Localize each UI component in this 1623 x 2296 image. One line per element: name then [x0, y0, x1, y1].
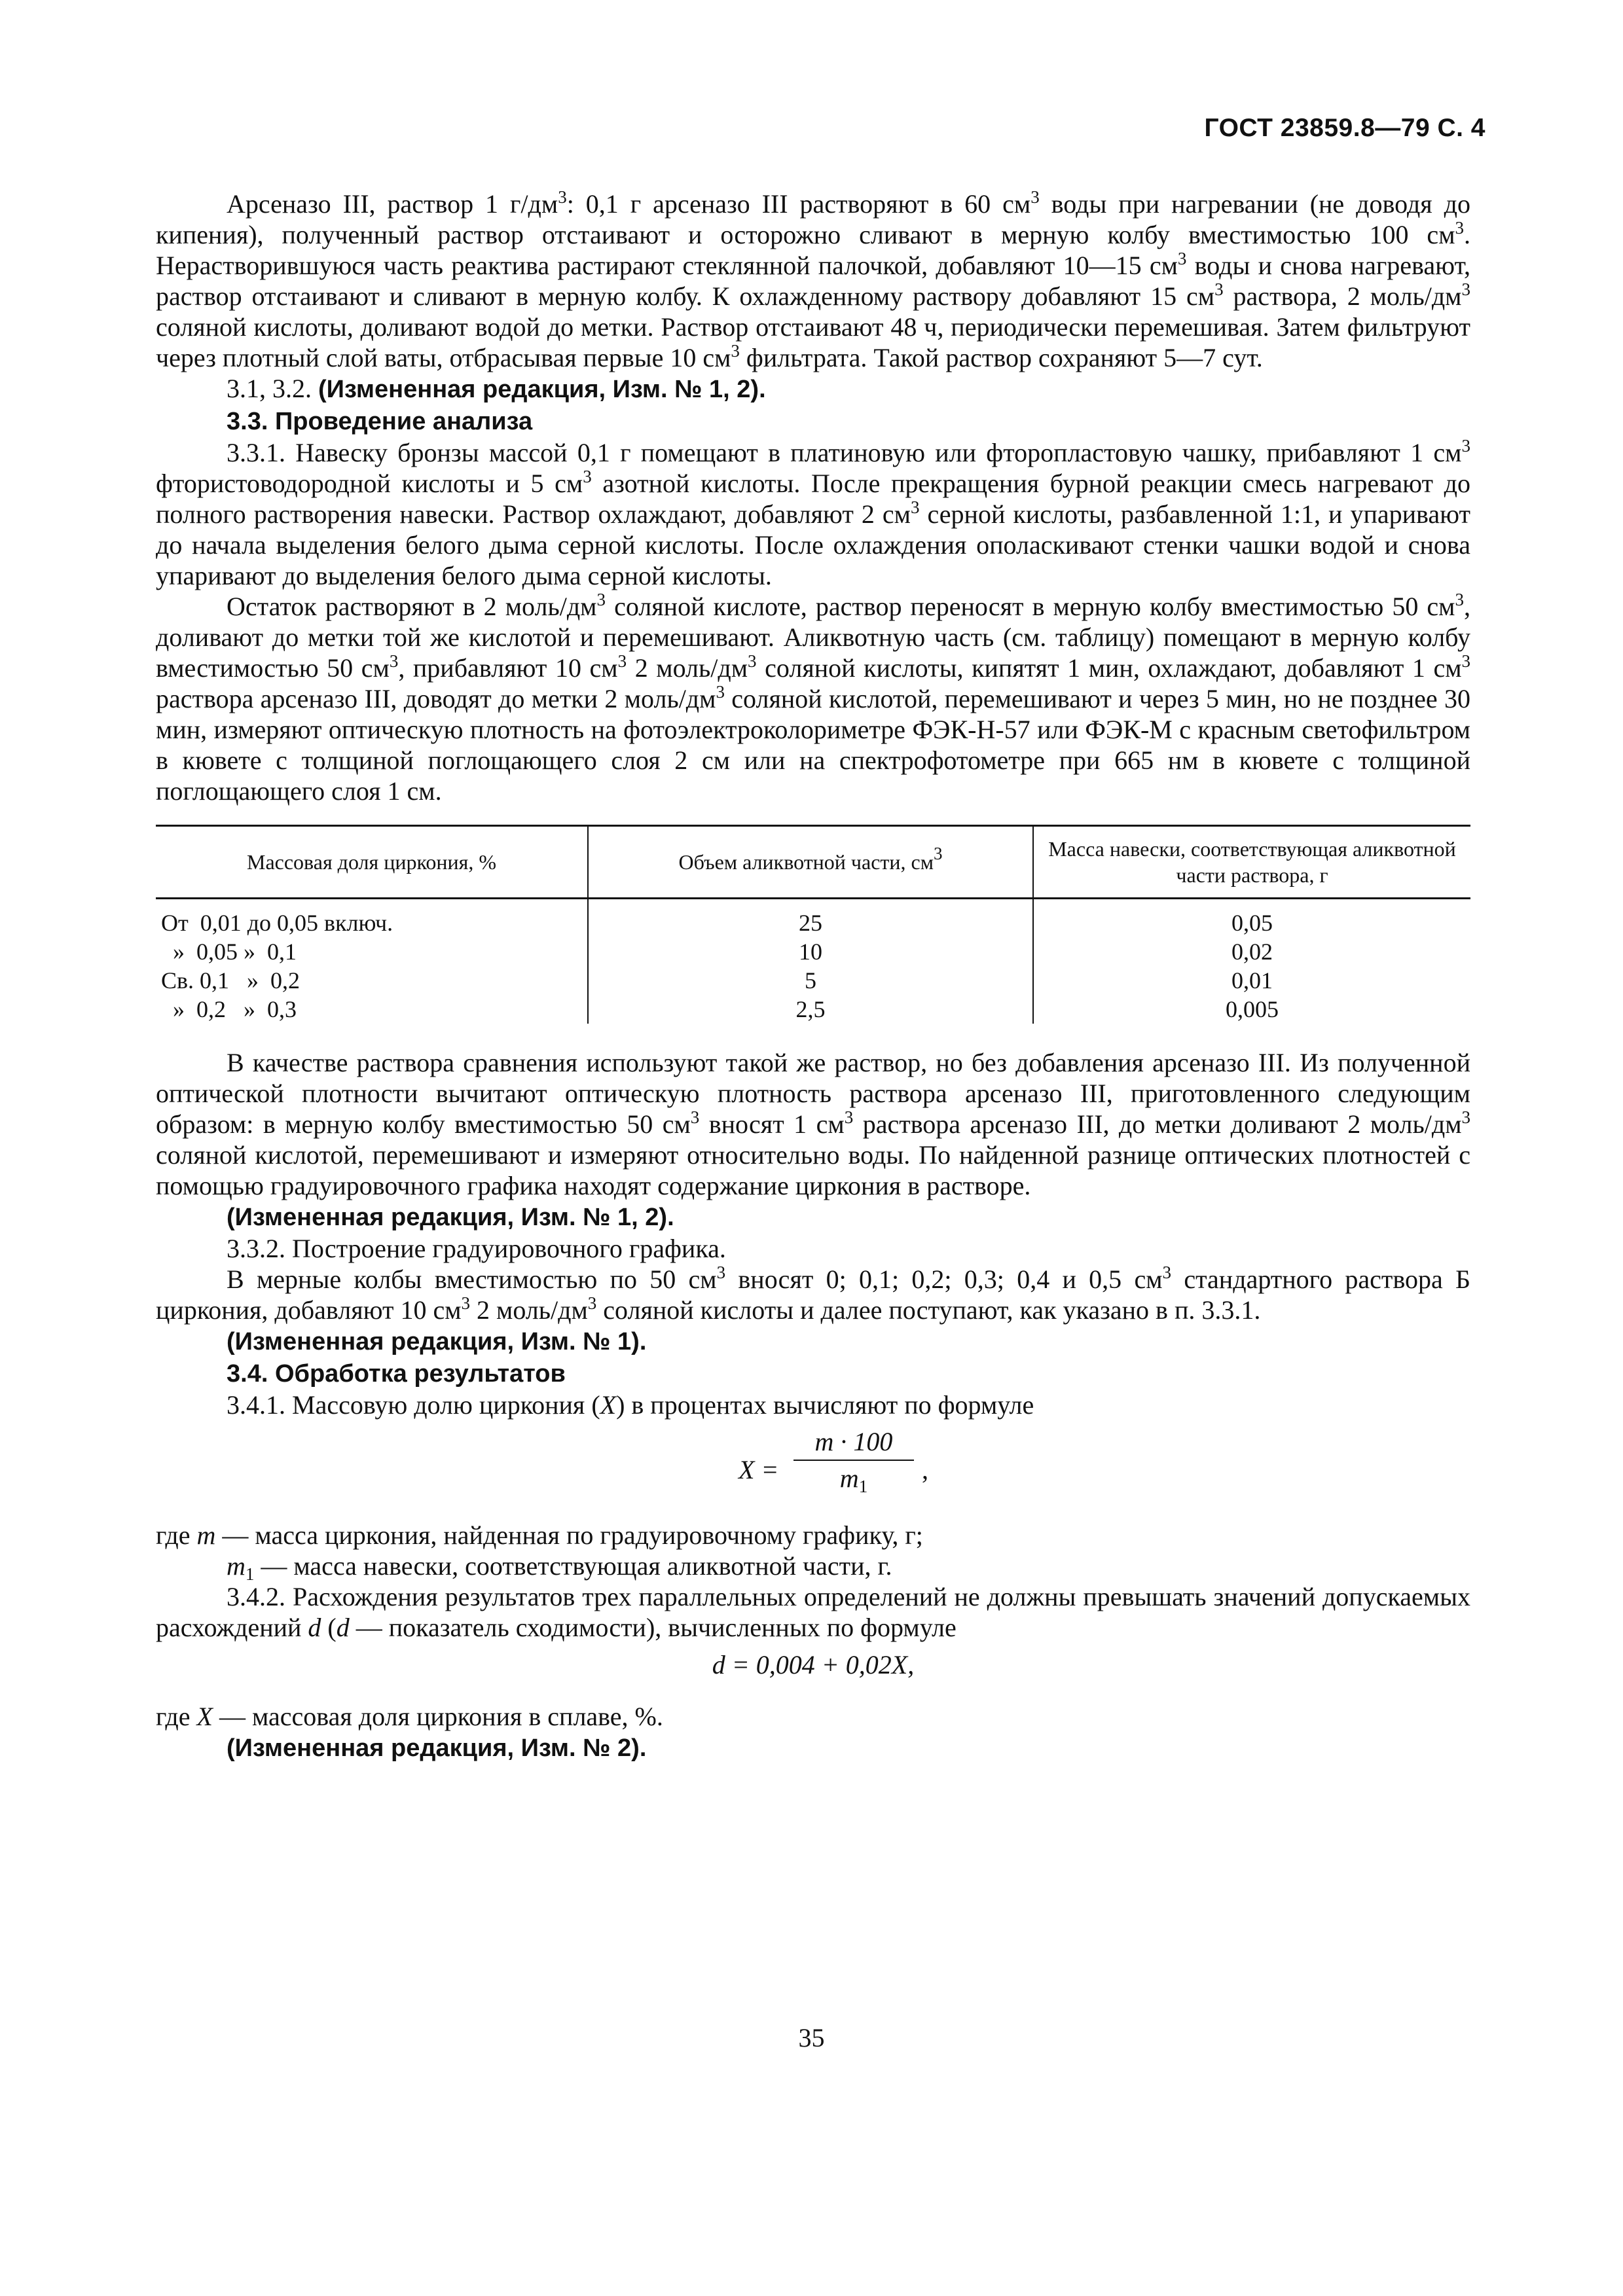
table-row: От 0,01 до 0,05 включ. 25 0,05: [156, 899, 1470, 938]
paragraph-comparison-solution: В качестве раствора сравнения используют такой же раствор, но без добавления арсеназо III. Из полученной оптической плотности вычитают оптическую плотность раствора арсеназо III, приготовленного следующим образом: в мерную колбу вместимостью 50 $см^3$ вносят 1 $см^3$ раствора арсеназо III, до метки доливают 2 моль/$дм^3$ соляной кислотой, перемешивают и измеряют относительно воды. По найденной разнице оптических плотностей с помощью градуировочного графика находят содержание циркония в растворе.: [156, 1048, 1471, 1200]
paragraph-calibration: В мерные колбы вместимостью по 50 $см^3$ вносят 0; 0,1; 0,2; 0,3; 0,4 и 0,5 $см^3$ стандартного раствора Б циркония, добавляют 10 $см^3$ 2 моль/$дм^3$ соляной кислоты и далее поступают, как указано в п. 3.3.1.: [156, 1263, 1470, 1325]
fraction-bar: [793, 1460, 914, 1461]
formula-fraction: [788, 1427, 919, 1494]
table-header-row: [156, 826, 1470, 899]
formula-denominator: $m_1$: [839, 1463, 868, 1496]
legend-x: где X — массовая доля циркония в сплаве, %.: [156, 1702, 663, 1731]
paragraph-3-4-2: 3.4.2. Расхождения результатов трех параллельных определений не должны превышать значений допускаемых расхождений d (d — показатель сходимости), вычисленных по формуле: [156, 1582, 1470, 1642]
document-body: [156, 188, 1470, 1764]
document-header: ГОСТ 23859.8—79 С. 4: [1204, 114, 1486, 142]
amendment-note-3: (Измененная редакция, Изм. № 1).: [227, 1328, 647, 1355]
table-header-aliquot-volume: Объем аликвотной части, $см^3$: [588, 826, 1033, 899]
table-header-mass-fraction: Массовая доля циркония, %: [156, 826, 588, 899]
page-number: 35: [798, 2023, 825, 2053]
paragraph-arsenazo: Арсеназо III, раствор 1 $г/дм^3$: 0,1 г арсеназо III растворяют в 60 $см^3$ воды при нагревании (не доводя до кипения), полученный раствор отстаивают и осторожно сливают в мерную колбу вместимостью 100 $см^3$. Нерастворившуюся часть реактива растирают стеклянной палочкой, добавляют 10—15 $см^3$ воды и снова нагревают, раствор отстаивают и сливают в мерную колбу. К охлажденному раствору добавляют 15 $см^3$ раствора, 2 моль/$дм^3$ соляной кислоты, доливают водой до метки. Раствор отстаивают 48 ч, периодически перемешивая. Затем фильтруют через плотный слой ваты, отбрасывая первые 10 $см^3$ фильтрата. Такой раствор сохраняют 5—7 сут.: [156, 187, 1471, 372]
section-heading-3-4: 3.4. Обработка результатов: [227, 1360, 566, 1388]
table-row: » 0,2 » 0,3 2,5 0,005: [156, 995, 1470, 1024]
table-row: Св. 0,1 » 0,2 5 0,01: [156, 966, 1470, 995]
paragraph-3-3-1: 3.3.1. Навеску бронзы массой 0,1 г помещают в платиновую или фторопластовую чашку, прибавляют 1 $см^3$ фтористоводородной кислоты и 5 $см^3$ азотной кислоты. После прекращения бурной реакции смесь нагревают до полного растворения навески. Раствор охлаждают, добавляют 2 $см^3$ серной кислоты, разбавленной 1:1, и упаривают до начала выделения белого дыма серной кислоты. После охлаждения ополаскивают стенки чашки водой и снова упаривают до выделения белого дыма серной кислоты.: [156, 436, 1471, 590]
paragraph-residue: Остаток растворяют в 2 моль/$дм^3$ соляной кислоте, раствор переносят в мерную колбу вместимостью 50 $см^3$, доливают до метки той же кислотой и перемешивают. Аликвотную часть (см. таблицу) помещают в мерную колбу вместимостью 50 $см^3$, прибавляют 10 $см^3$ 2 моль/$дм^3$ соляной кислоты, кипятят 1 мин, охлаждают, добавляют 1 $см^3$ раствора арсеназо III, доводят до метки 2 моль/$дм^3$ соляной кислотой, перемешивают и через 5 мин, но не позднее 30 мин, измеряют оптическую плотность на фотоэлектроколориметре ФЭК-Н-57 или ФЭК-М с красным светофильтром в кювете с толщиной поглощающего слоя 2 см или на спектрофотометре при 665 нм в кювете с толщиной поглощающего слоя 1 см.: [156, 590, 1471, 806]
amendment-note-4: (Измененная редакция, Изм. № 2).: [227, 1734, 647, 1762]
paragraph-3-3-2: 3.3.2. Построение градуировочного графика.: [227, 1234, 726, 1263]
amendment-note-2: (Измененная редакция, Изм. № 1, 2).: [227, 1204, 674, 1231]
legend-m: где m — масса циркония, найденная по градуировочному графику, г;: [156, 1520, 923, 1550]
formula-numerator: m · 100: [814, 1427, 893, 1456]
amendment-note-1: 3.1, 3.2. (Измененная редакция, Изм. № 1, 2).: [227, 374, 766, 403]
aliquot-table: [156, 825, 1470, 1024]
legend-m1: $m_1$ — масса навески, соответствующая аликвотной части, г.: [227, 1551, 892, 1584]
formula-convergence: d = 0,004 + 0,02X,: [712, 1650, 915, 1679]
paragraph-3-4-1: 3.4.1. Массовую долю циркония (X) в процентах вычисляют по формуле: [227, 1390, 1034, 1420]
formula-mass-fraction: X = m · 100 $m_1$ ,: [739, 1427, 928, 1496]
table-row: » 0,05 » 0,1 10 0,02: [156, 937, 1470, 966]
table-header-sample-mass: Масса навески, соответствующая аликвотной части раствора, г: [1033, 826, 1470, 899]
section-heading-3-3: 3.3. Проведение анализа: [227, 408, 533, 435]
